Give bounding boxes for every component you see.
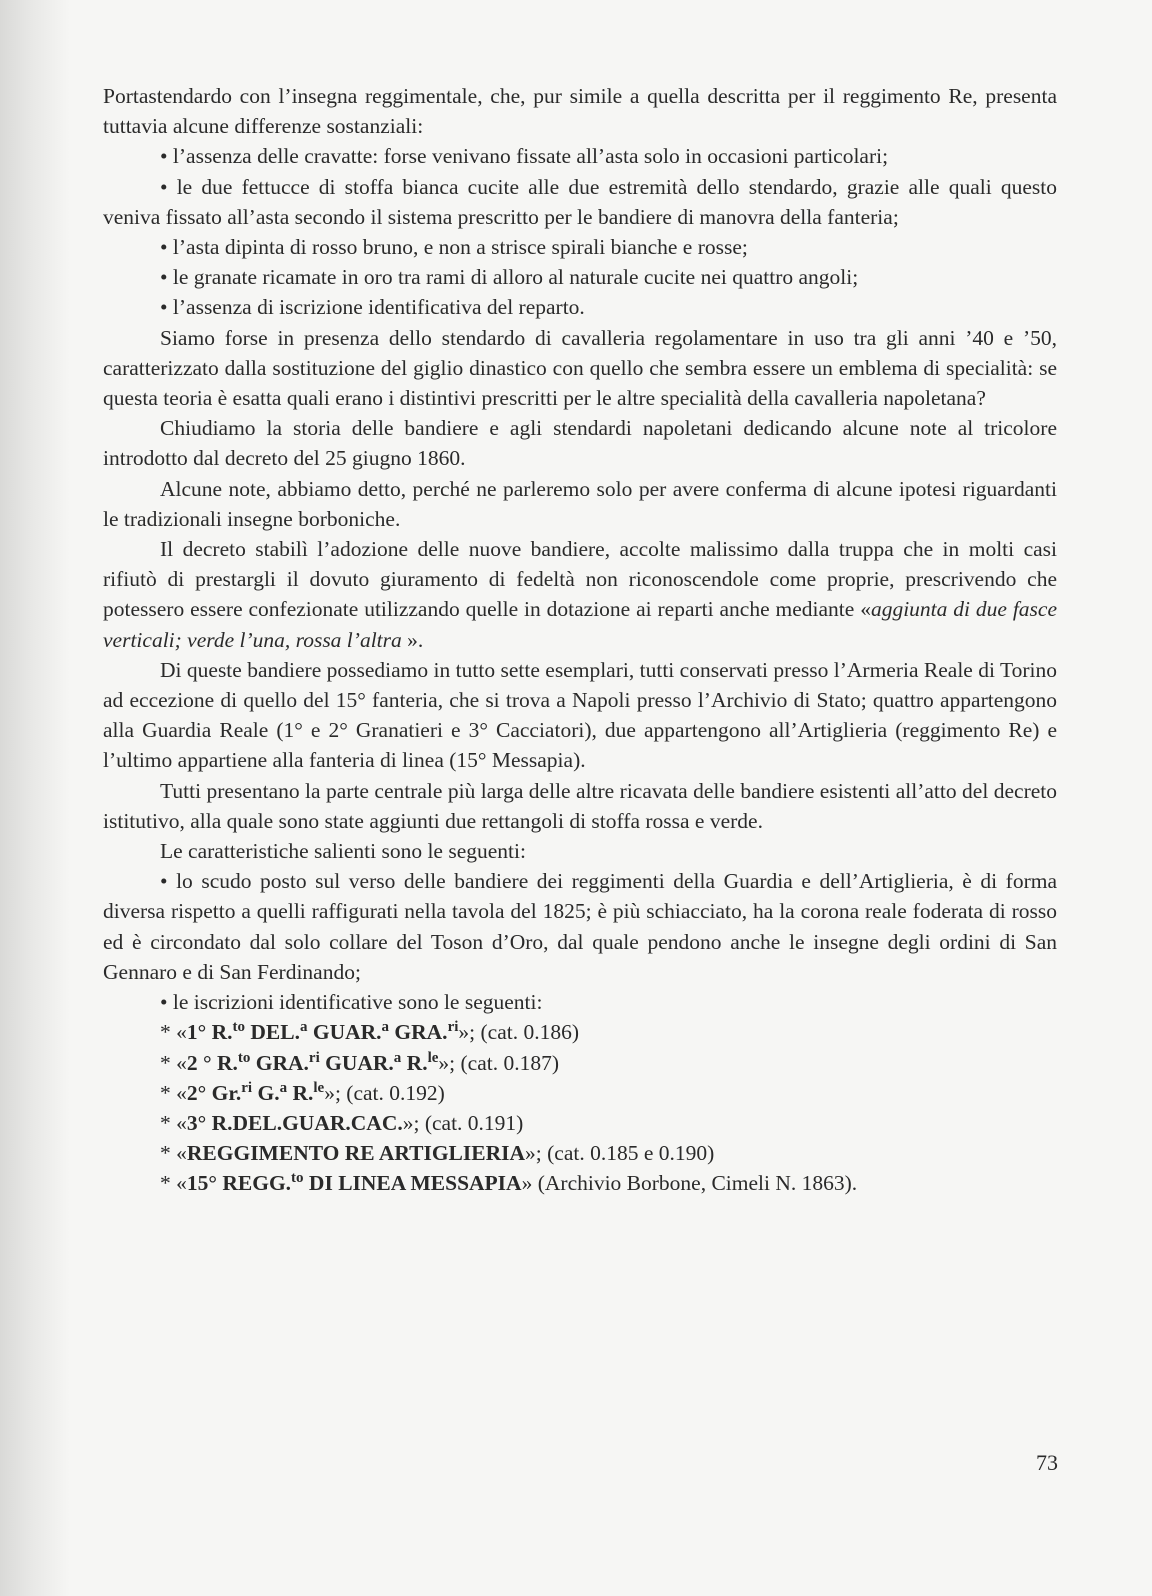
inscription-close-quote: »;: [324, 1080, 341, 1105]
paragraph-decreto: [103, 534, 1057, 655]
inscription-text: REGGIMENTO RE ARTIGLIERIA: [186, 1141, 526, 1166]
inscription-star: *: [160, 1020, 177, 1045]
inscription-item: [160, 1108, 1057, 1138]
inscription-close-quote: »;: [438, 1050, 456, 1075]
bullet-cravatte: • l’assenza delle cravatte: forse venivano fissate all’asta solo in occasioni particolari;: [160, 144, 889, 169]
inscription-text: 3° R.DEL.GUAR.CAC.: [186, 1110, 403, 1135]
inscription-text: 2 ° R.$^{to}$ GRA.$^{ri}$ GUAR.$^a$ R.$^{le}$: [186, 1049, 439, 1075]
paragraph-alcune-note: Alcune note, abbiamo detto, perché ne parleremo solo per avere conferma di alcune ipotesi riguardanti le tradizionali insegne borboniche.: [103, 476, 1057, 531]
bullet-iscrizioni: • le iscrizioni identificative sono le seguenti:: [160, 990, 543, 1015]
paragraph-tricolore: Chiudiamo la storia delle bandiere e agli stendardi napoletani dedicando alcune note al tricolore introdotto dal decreto del 25 giugno 1860.: [103, 416, 1057, 471]
bullet-asta: • l’asta dipinta di rosso bruno, e non a strisce spirali bianche e rosse;: [160, 235, 748, 260]
inscription-ref: (Archivio Borbone, Cimeli N. 1863).: [532, 1171, 858, 1196]
paragraph-portastendardo: Portastendardo con l’insegna reggimentale, che, pur simile a quella descritta per il reggimento Re, presenta tuttavia alcune differenze sostanziali:: [103, 84, 1057, 139]
decreto-tail: ».: [401, 627, 424, 652]
paragraph-esemplari: Di queste bandiere possediamo in tutto sette esemplari, tutti conservati presso l’Armeria Reale di Torino ad eccezione di quello del 15° fanteria, che si trova a Napoli presso l’Archivio di Stato; quattro appartengono alla Guardia Reale (1° e 2° Granatieri e 3° Cacciatori), due appartengono all’Artiglieria (reggimento Re) e l’ultimo appartiene alla fanteria di linea (15° Messapia).: [103, 657, 1057, 773]
inscription-text: 1° R.$^{to}$ DEL.$^a$ GUAR.$^a$ GRA.$^{ri}$: [186, 1019, 459, 1045]
inscription-close-quote: »;: [402, 1110, 420, 1135]
decreto-lead: Il decreto stabilì l’adozione delle nuove bandiere, accolte malissimo dalla truppa che in molti casi rifiutò di prestargli il dovuto giuramento di fedeltà non riconoscendole come proprie, prescrivendo che potessero essere confezionate utilizzando quelle in dotazione ai reparti anche mediante «: [103, 537, 1057, 622]
inscription-item: [160, 1017, 1057, 1047]
inscription-ref: (cat. 0.187): [455, 1050, 560, 1075]
page-body: [103, 81, 1057, 1199]
bullet-granate: • le granate ricamate in oro tra rami di alloro al naturale cucite nei quattro angoli;: [160, 265, 859, 290]
inscription-star: *: [160, 1050, 177, 1075]
inscription-open-quote: «: [176, 1050, 187, 1075]
inscription-close-quote: »;: [525, 1141, 542, 1166]
inscription-open-quote: «: [176, 1171, 187, 1196]
inscription-item: [160, 1138, 1057, 1168]
paragraph-caratteristiche: Le caratteristiche salienti sono le seguenti:: [160, 839, 526, 864]
inscription-star: *: [160, 1141, 177, 1166]
inscription-open-quote: «: [176, 1110, 187, 1135]
inscription-star: *: [160, 1110, 177, 1135]
paragraph-parte-centrale: Tutti presentano la parte centrale più larga delle altre ricavata delle bandiere esistenti all’atto del decreto istitutivo, alla quale sono state aggiunti due rettangoli di stoffa rossa e verde.: [103, 778, 1057, 833]
inscription-item: [160, 1168, 1057, 1198]
paragraph-stendardo-cavalleria: Siamo forse in presenza dello stendardo di cavalleria regolamentare in uso tra gli anni ’40 e ’50, caratterizzato dalla sostituzione del giglio dinastico con quello che sembra essere un emblema di specialità: se questa teoria è esatta quali erano i distintivi prescritti per le altre specialità della cavalleria napoletana?: [103, 325, 1057, 411]
inscription-ref: (cat. 0.186): [475, 1020, 580, 1045]
inscription-open-quote: «: [176, 1141, 187, 1166]
inscription-open-quote: «: [176, 1080, 187, 1105]
bullet-scudo: • lo scudo posto sul verso delle bandiere dei reggimenti della Guardia e dell’Artiglieria, è di forma diversa rispetto a quelli raffigurati nella tavola del 1825; è più schiacciato, ha la corona reale foderata di rosso ed è circondato dal solo collare del Toson d’Oro, dal quale pendono anche le insegne degli ordini di San Gennaro e di San Ferdinando;: [103, 869, 1057, 984]
inscription-item: [160, 1078, 1057, 1108]
inscription-list: [103, 1017, 1057, 1198]
inscription-ref: (cat. 0.185 e 0.190): [541, 1141, 715, 1166]
decreto-quote: aggiunta di due fasce verticali; verde l’una, rossa l’altra: [103, 597, 1058, 652]
page-number: 73: [1036, 1450, 1058, 1475]
bullet-iscrizione: • l’assenza di iscrizione identificativa del reparto.: [160, 295, 585, 320]
inscription-ref: (cat. 0.192): [340, 1080, 445, 1105]
inscription-item: [160, 1048, 1057, 1078]
bullet-fettucce: • le due fettucce di stoffa bianca cucite alle due estremità dello stendardo, grazie alle quali questo veniva fissato all’asta secondo il sistema prescritto per le bandiere di manovra della fanteria;: [103, 174, 1057, 229]
inscription-star: *: [160, 1080, 177, 1105]
binding-shadow: [0, 0, 70, 1596]
inscription-close-quote: »: [521, 1171, 533, 1196]
inscription-close-quote: »;: [458, 1020, 476, 1045]
inscription-star: *: [160, 1171, 177, 1196]
inscription-ref: (cat. 0.191): [419, 1110, 524, 1135]
inscription-open-quote: «: [176, 1020, 187, 1045]
inscription-text: 2° Gr.$^{ri}$ G.$^a$ R.$^{le}$: [186, 1079, 325, 1105]
inscription-text: 15° REGG.$^{to}$ DI LINEA MESSAPIA: [186, 1170, 522, 1196]
